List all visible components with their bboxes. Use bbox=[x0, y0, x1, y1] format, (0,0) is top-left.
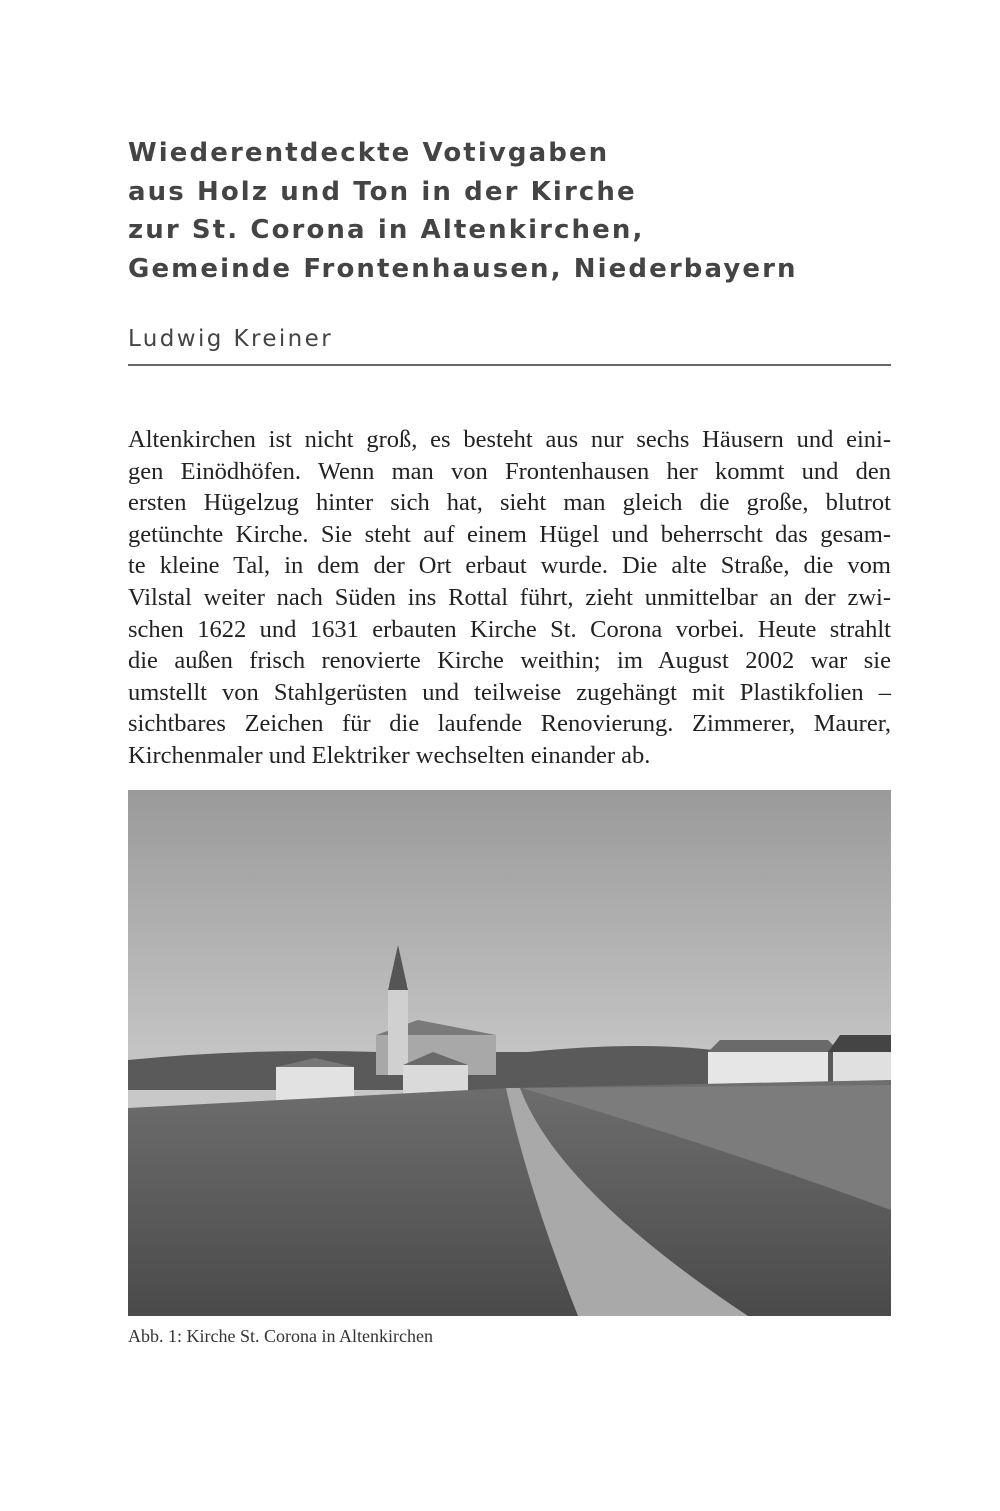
figure-caption: Abb. 1: Kirche St. Corona in Altenkirchen bbox=[128, 1326, 433, 1346]
body-line: gen Einödhöfen. Wenn man von Frontenhausen her kommt und den bbox=[128, 457, 891, 485]
body-line: Altenkirchen ist nicht groß, es besteht aus nur sechs Häusern und eini- bbox=[128, 426, 891, 453]
body-line: ersten Hügelzug hinter sich hat, sieht man gleich die große, blutrot bbox=[128, 489, 891, 517]
body-line: te kleine Tal, in dem der Ort erbaut wurde. Die alte Straße, die vom bbox=[128, 552, 891, 580]
body-line: umstellt von Stahlgerüsten und teilweise zugehängt mit Plastikfolien – bbox=[128, 678, 891, 706]
title-line: Wiederentdeckte Votivgaben bbox=[128, 138, 610, 168]
article-title bbox=[128, 134, 798, 288]
title-line: Gemeinde Frontenhausen, Niederbayern bbox=[128, 253, 798, 284]
body-line: getünchte Kirche. Sie steht auf einem Hügel und beherrscht das gesam- bbox=[128, 520, 891, 548]
title-line: aus Holz und Ton in der Kirche bbox=[128, 176, 637, 207]
body-line: Kirchenmaler und Elektriker wechselten einander ab. bbox=[128, 741, 651, 769]
body-line: die außen frisch renovierte Kirche weithin; im August 2002 war sie bbox=[128, 647, 891, 675]
body-line: Vilstal weiter nach Süden ins Rottal führt, zieht unmittelbar an der zwi- bbox=[128, 583, 891, 611]
title-divider bbox=[128, 364, 891, 366]
body-line: sichtbares Zeichen für die laufende Renovierung. Zimmerer, Maurer, bbox=[128, 710, 891, 738]
church-photo bbox=[128, 790, 891, 1316]
title-line: zur St. Corona in Altenkirchen, bbox=[128, 215, 645, 245]
body-paragraph bbox=[128, 424, 891, 772]
body-line: schen 1622 und 1631 erbauten Kirche St. Corona vorbei. Heute strahlt bbox=[128, 615, 891, 643]
author-name: Ludwig Kreiner bbox=[128, 326, 334, 352]
